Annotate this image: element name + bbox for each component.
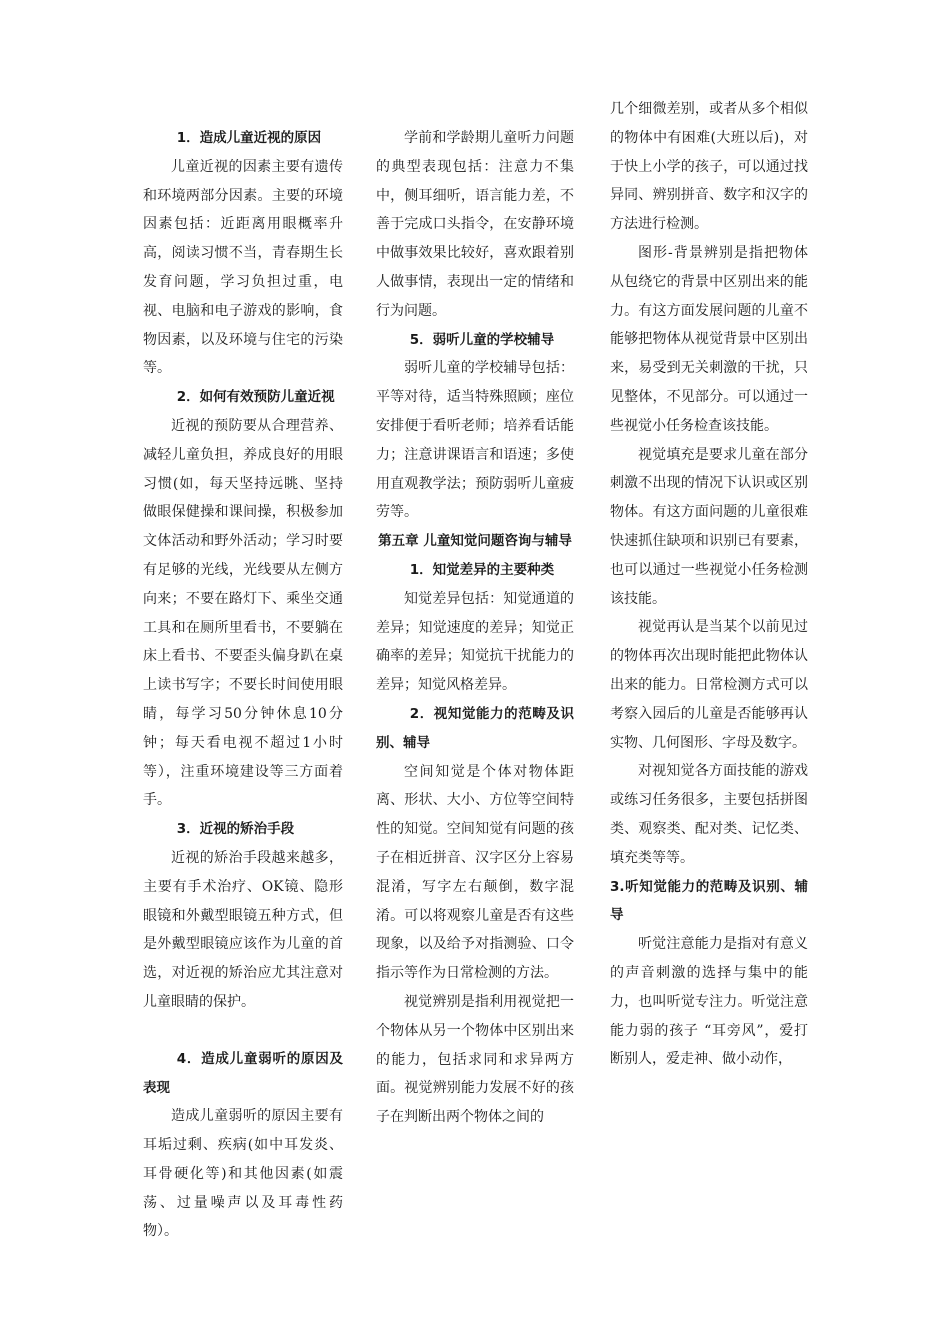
paragraph-visual-recognition: 视觉再认是当某个以前见过的物体再次出现时能把此物体认出来的能力。日常检测方式可以考察入园后的儿童是否能够再认实物、几何图形、字母及数字。 — [610, 619, 808, 751]
section-heading-hearing-causes: 4．造成儿童弱听的原因及表现 — [143, 1050, 343, 1096]
section-heading-visual-perception: 2．视知觉能力的范畴及识别、辅导 — [376, 705, 574, 751]
section-heading-hearing-school-support: 5．弱听儿童的学校辅导 — [409, 331, 555, 348]
paragraph-myopia-causes: 儿童近视的因素主要有遗传和环境两部分因素。主要的环境因素包括：近距离用眼概率升高，阅读习惯不当，青春期生长发育问题，学习负担过重，电视、电脑和电子游戏的影响，食物因素，以及环境与住宅的污染等。 — [143, 158, 343, 377]
blank-line — [143, 1017, 343, 1045]
paragraph-visual-closure: 视觉填充是要求儿童在部分刺激不出现的情况下认识或区别物体。有这方面问题的儿童很难快速抓住缺项和识别已有要素，也可以通过一些视觉小任务检测该技能。 — [610, 446, 808, 607]
text-column-1 — [143, 124, 343, 1246]
paragraph-hearing-causes: 造成儿童弱听的原因主要有耳垢过剩、疾病(如中耳发炎、耳骨硬化等)和其他因素(如震荡、过量噪声以及耳毒性药物）。 — [143, 1108, 343, 1240]
text-column-2 — [376, 124, 574, 1132]
section-heading-perception-differences: 1．知觉差异的主要种类 — [409, 561, 555, 578]
section-heading-myopia-causes: 1．造成儿童近视的原因 — [176, 130, 322, 146]
paragraph-auditory-attention: 听觉注意能力是指对有意义的声音刺激的选择与集中的能力，也叫听觉专注力。听觉注意能力弱的孩子 “耳旁风”，爱打断别人，爱走神、做小动作， — [610, 936, 808, 1068]
section-heading-auditory-perception: 3.听知觉能力的范畴及识别、辅导 — [610, 878, 808, 924]
paragraph-myopia-prevention: 近视的预防要从合理营养、减轻儿童负担，养成良好的用眼习惯(如，每天坚持远眺、坚持做眼保健操和课间操，积极参加文体活动和野外活动；学习时要有足够的光线，光线要从左侧方向来；不要在路灯下、乘坐交通工具和在厕所里看书，不要躺在床上看书、不要歪头偏身趴在桌上读书写字；不要长时间使用眼睛，每学习50分钟休息10分钟；每天看电视不超过1小时等），注重环境建设等三方面着手。 — [143, 417, 343, 809]
paragraph-hearing-symptoms: 学前和学龄期儿童听力问题的典型表现包括：注意力不集中，侧耳细听，语言能力差，不善于完成口头指令，在安静环境中做事效果比较好，喜欢跟着别人做事情，表现出一定的情绪和行为问题。 — [376, 130, 574, 319]
paragraph-visual-discrimination: 视觉辨别是指利用视觉把一个物体从另一个物体中区别出来的能力，包括求同和求异两方面。视觉辨别能力发展不好的孩子在判断出两个物体之间的 — [376, 993, 574, 1126]
paragraph-figure-ground: 图形-背景辨别是指把物体从包绕它的背景中区别出来的能力。有这方面发展问题的儿童不能够把物体从视觉背景中区别出来，易受到无关刺激的干扰，只见整体，不见部分。可以通过一些视觉小任务检查该技能。 — [610, 244, 808, 434]
paragraph-myopia-correction: 近视的矫治手段越来越多，主要有手术治疗、OK镜、隐形眼镜和外戴型眼镜五种方式，但是外戴型眼镜应该作为儿童的首选，对近视的矫治应尤其注意对儿童眼睛的保护。 — [143, 849, 343, 1010]
paragraph-hearing-school-support: 弱听儿童的学校辅导包括：平等对待，适当特殊照顾；座位安排便于看听老师；培养看话能力；注意讲课语言和语速；多使用直观教学法；预防弱听儿童疲劳等。 — [376, 360, 574, 521]
paragraph-spatial-perception: 空间知觉是个体对物体距离、形状、大小、方位等空间特性的知觉。空间知觉有问题的孩子在相近拼音、汉字区分上容易混淆，写字左右颠倒，数字混淆。可以将观察儿童是否有这些现象，以及给予对指测验、口令指示等作为日常检测的方法。 — [376, 763, 574, 982]
chapter-heading-perception: 第五章 儿童知觉问题咨询与辅导 — [378, 533, 572, 550]
paragraph-visual-games: 对视知觉各方面技能的游戏或练习任务很多，主要包括拼图类、观察类、配对类、记忆类、填充类等等。 — [610, 763, 808, 866]
text-column-3 — [610, 95, 808, 1074]
paragraph-perception-differences: 知觉差异包括：知觉通道的差异；知觉速度的差异；知觉正确率的差异；知觉抗干扰能力的差异；知觉风格差异。 — [376, 590, 574, 694]
section-heading-myopia-correction: 3．近视的矫治手段 — [176, 821, 295, 838]
paragraph-visual-discrimination-cont: 几个细微差别，或者从多个相似的物体中有困难(大班以后)，对于快上小学的孩子，可以通过找异同、辨别拼音、数字和汉字的方法进行检测。 — [610, 101, 808, 233]
section-heading-myopia-prevention: 2．如何有效预防儿童近视 — [176, 389, 335, 406]
